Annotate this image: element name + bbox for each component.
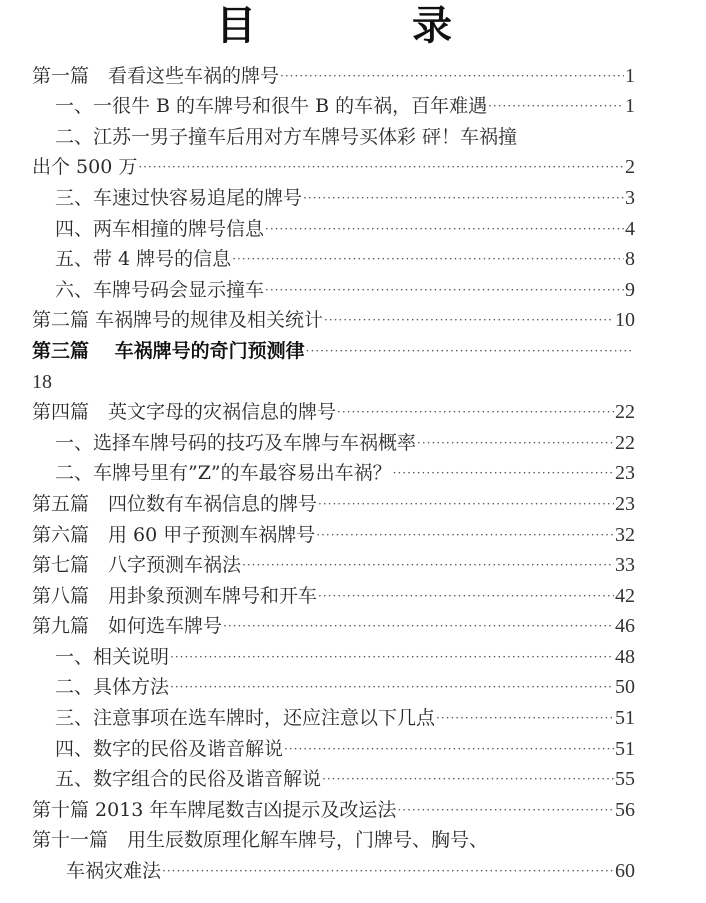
- dot-leader: [138, 152, 624, 182]
- toc-entry[interactable]: [32, 488, 635, 519]
- dot-leader: [284, 734, 614, 764]
- toc-entry-label: 一、相关说明: [55, 645, 170, 668]
- toc-entry-page: 46: [615, 615, 635, 638]
- dot-leader: [436, 703, 614, 733]
- toc-entry-page: 56: [615, 798, 635, 821]
- table-of-contents: [32, 60, 635, 886]
- toc-entry[interactable]: [32, 611, 635, 642]
- toc-entry[interactable]: [32, 335, 635, 366]
- toc-entry-page: 9: [625, 278, 635, 301]
- toc-entry-page: 22: [615, 431, 635, 454]
- dot-leader: [280, 61, 624, 91]
- toc-entry-page: 51: [615, 737, 635, 760]
- toc-entry-label: 第六篇 用 60 甲子预测车祸牌号: [32, 523, 316, 546]
- dot-leader: [316, 520, 614, 550]
- dot-leader: [397, 795, 614, 825]
- dot-leader: [303, 183, 624, 213]
- toc-entry[interactable]: [32, 855, 635, 886]
- toc-entry-page: 23: [615, 462, 635, 485]
- dot-leader: [393, 458, 614, 488]
- toc-entry-label: 第五篇 四位数有车祸信息的牌号: [32, 492, 318, 515]
- toc-entry[interactable]: [32, 702, 635, 733]
- toc-entry-page: 10: [615, 309, 635, 332]
- toc-entry-label: 五、带 4 牌号的信息: [55, 248, 232, 271]
- toc-entry[interactable]: [32, 458, 635, 489]
- toc-entry-page: 60: [615, 860, 635, 883]
- toc-entry-label: 第九篇 如何选车牌号: [32, 615, 223, 638]
- dot-leader: [265, 275, 624, 305]
- toc-entry-label: 一、一很牛 B 的车牌号和很牛 B 的车祸，百年难遇: [55, 95, 488, 118]
- toc-entry-label: 第一篇 看看这些车祸的牌号: [32, 64, 280, 87]
- toc-entry-label: 二、车牌号里有”Z”的车最容易出车祸？: [55, 462, 392, 485]
- toc-entry-label: 二、具体方法: [55, 676, 170, 699]
- toc-entry-page: 55: [615, 768, 635, 791]
- toc-entry-label: 第三篇 车祸牌号的奇门预测律: [32, 339, 305, 362]
- toc-entry[interactable]: [32, 274, 635, 305]
- dot-leader: [242, 550, 614, 580]
- dot-leader: [324, 305, 614, 335]
- toc-entry-page: 3: [625, 186, 635, 209]
- toc-entry[interactable]: [32, 182, 635, 213]
- dot-leader: [170, 642, 614, 672]
- toc-entry[interactable]: [32, 121, 635, 152]
- toc-entry-continuation[interactable]: [32, 366, 635, 397]
- toc-entry[interactable]: [32, 152, 635, 183]
- toc-entry-page: 1: [625, 95, 635, 118]
- toc-entry[interactable]: [32, 825, 635, 856]
- toc-entry-label: 三、车速过快容易追尾的牌号: [55, 186, 303, 209]
- toc-entry-page: 23: [615, 492, 635, 515]
- dot-leader: [306, 336, 634, 366]
- dot-leader: [417, 428, 614, 458]
- toc-entry-label: 三、注意事项在选车牌时，还应注意以下几点: [55, 707, 436, 730]
- toc-entry-page: 51: [615, 707, 635, 730]
- dot-leader: [318, 489, 614, 519]
- toc-entry[interactable]: [32, 672, 635, 703]
- toc-entry[interactable]: [32, 794, 635, 825]
- toc-entry[interactable]: [32, 213, 635, 244]
- toc-entry-page: 48: [615, 645, 635, 668]
- toc-entry-page: 50: [615, 676, 635, 699]
- toc-entry-label: 四、数字的民俗及谐音解说: [55, 737, 284, 760]
- toc-entry-page: 22: [615, 401, 635, 424]
- dot-leader: [232, 244, 624, 274]
- dot-leader: [337, 397, 614, 427]
- toc-entry-label: 六、车牌号码会显示撞车: [55, 278, 265, 301]
- toc-entry[interactable]: [32, 519, 635, 550]
- dot-leader: [322, 764, 614, 794]
- toc-entry[interactable]: [32, 764, 635, 795]
- toc-entry-page: 1: [625, 64, 635, 87]
- toc-entry-label: 四、两车相撞的牌号信息: [55, 217, 265, 240]
- toc-entry-label: 第四篇 英文字母的灾祸信息的牌号: [32, 401, 337, 424]
- toc-entry[interactable]: [32, 244, 635, 275]
- toc-entry[interactable]: [32, 397, 635, 428]
- toc-entry-page: 42: [615, 584, 635, 607]
- toc-entry-label: 出个 500 万: [32, 156, 138, 179]
- toc-entry-label: 第十一篇 用生辰数原理化解车牌号，门牌号、胸号、: [32, 829, 489, 852]
- toc-entry-label: 第十篇 2013 年车牌尾数吉凶提示及改运法: [32, 798, 397, 821]
- toc-entry[interactable]: [32, 641, 635, 672]
- toc-entry-label: 二、江苏一男子撞车后用对方车牌号买体彩 砰！车祸撞: [55, 125, 518, 148]
- toc-entry[interactable]: [32, 305, 635, 336]
- toc-entry-label: 车祸灾难法: [66, 860, 162, 883]
- dot-leader: [488, 91, 624, 121]
- toc-entry-page: 2: [625, 156, 635, 179]
- page-title: 目 录: [216, 3, 510, 49]
- toc-entry[interactable]: [32, 91, 635, 122]
- dot-leader: [318, 581, 614, 611]
- toc-entry[interactable]: [32, 550, 635, 581]
- dot-leader: [265, 214, 624, 244]
- toc-entry-label: 一、选择车牌号码的技巧及车牌与车祸概率: [55, 431, 417, 454]
- toc-entry-page: 18: [32, 370, 52, 393]
- dot-leader: [162, 856, 614, 886]
- toc-entry-label: 第八篇 用卦象预测车牌号和开车: [32, 584, 318, 607]
- toc-entry-page: 4: [625, 217, 635, 240]
- toc-entry[interactable]: [32, 427, 635, 458]
- toc-entry-page: 33: [615, 554, 635, 577]
- toc-entry-label: 第七篇 八字预测车祸法: [32, 554, 242, 577]
- toc-entry-label: 第二篇 车祸牌号的规律及相关统计: [32, 309, 324, 332]
- dot-leader: [223, 611, 614, 641]
- toc-entry-page: 32: [615, 523, 635, 546]
- toc-entry-label: 五、数字组合的民俗及谐音解说: [55, 768, 322, 791]
- dot-leader: [170, 672, 614, 702]
- toc-entry[interactable]: [32, 580, 635, 611]
- toc-entry[interactable]: [32, 60, 635, 91]
- toc-entry-page: 8: [625, 248, 635, 271]
- toc-entry[interactable]: [32, 733, 635, 764]
